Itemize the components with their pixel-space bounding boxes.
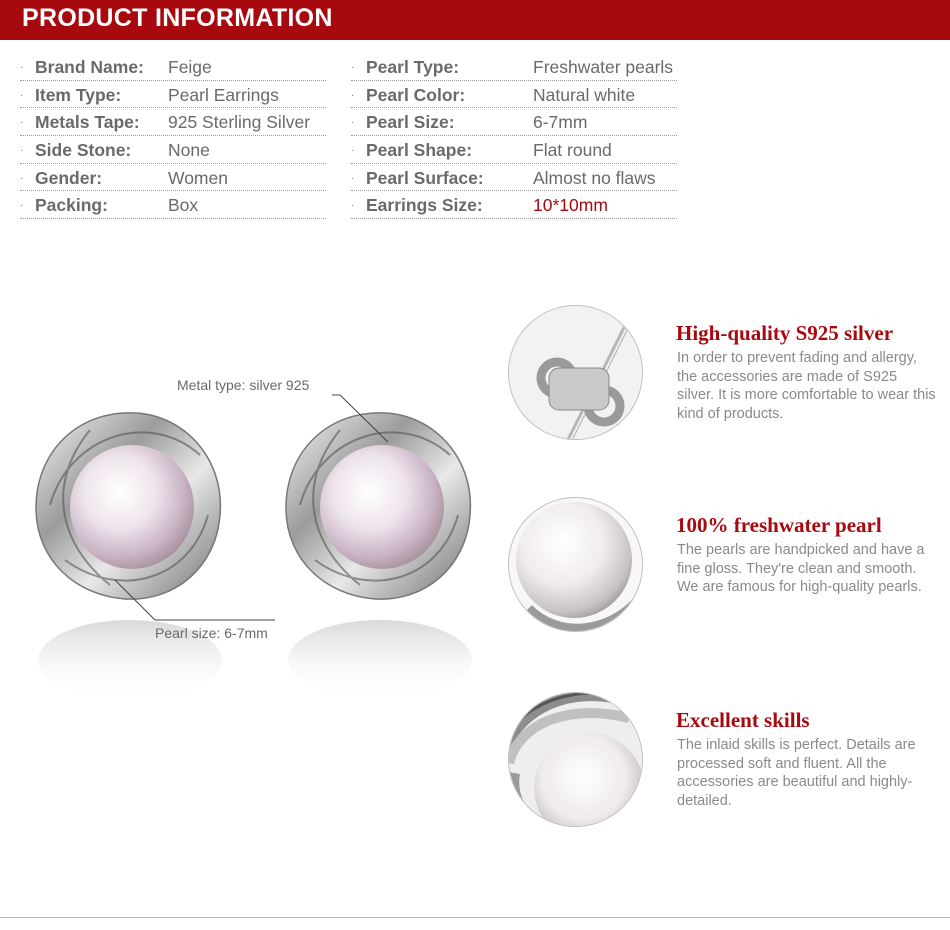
spec-label: Pearl Surface:	[366, 167, 484, 188]
feature-title: 100% freshwater pearl	[676, 513, 882, 537]
header-bar	[0, 0, 950, 40]
feature-description: The inlaid skills is perfect. Details are processed soft and fluent. All the accessories are beautiful and highly-detailed.	[677, 737, 916, 809]
spec-row	[20, 164, 326, 192]
spec-row	[351, 81, 677, 109]
spec-row	[351, 191, 677, 219]
bullet: ·	[20, 62, 24, 73]
pearl-closeup-thumbnail	[508, 497, 643, 632]
page-title: PRODUCT INFORMATION	[22, 4, 333, 32]
specs-table-left	[20, 53, 326, 219]
spec-label: Item Type:	[35, 84, 122, 105]
feature-title: High-quality S925 silver	[676, 321, 894, 345]
inlay-detail-thumbnail	[508, 692, 643, 827]
feature-skills	[508, 692, 948, 832]
spec-label: Metals Tape:	[35, 112, 140, 133]
spec-value: Natural white	[533, 84, 636, 105]
bullet: ·	[20, 117, 24, 129]
silver-clasp-thumbnail	[508, 305, 643, 440]
spec-value: Flat round	[533, 140, 612, 161]
feature-description: In order to prevent fading and allergy, the accessories are made of S925 silver. It is more comfortable to wear this kind of products.	[677, 350, 936, 422]
bullet: ·	[20, 145, 24, 157]
inlay-detail-icon	[509, 693, 643, 827]
spec-value: 925 Sterling Silver	[168, 112, 311, 133]
spec-value: Almost no flaws	[533, 167, 656, 188]
pearl-closeup-icon	[509, 498, 643, 632]
spec-row	[20, 191, 326, 219]
bullet: ·	[351, 200, 355, 212]
spec-label: Earrings Size:	[366, 195, 483, 216]
metal-type-callout: Metal type: silver 925	[177, 377, 310, 393]
spec-label: Pearl Color:	[366, 84, 466, 105]
spec-label: Pearl Shape:	[366, 140, 473, 161]
spec-label: Brand Name:	[35, 57, 144, 77]
spec-row	[351, 164, 677, 192]
earrings-product-image	[20, 380, 490, 710]
left-earring	[36, 413, 220, 599]
spec-value: 6-7mm	[533, 112, 588, 133]
spec-label: Pearl Size:	[366, 112, 455, 133]
bullet: ·	[20, 200, 24, 212]
spec-label: Pearl Type:	[366, 57, 460, 77]
spec-row	[351, 108, 677, 136]
bullet: ·	[351, 145, 355, 157]
spec-row	[351, 53, 677, 81]
spec-value: Feige	[168, 57, 212, 77]
bullet: ·	[351, 62, 355, 73]
spec-row	[20, 108, 326, 136]
spec-value: Women	[168, 167, 228, 188]
bullet: ·	[351, 172, 355, 184]
spec-value: None	[168, 140, 210, 161]
spec-value: Box	[168, 195, 199, 216]
spec-label: Gender:	[35, 167, 103, 188]
spec-value-highlight: 10*10mm	[533, 195, 608, 216]
spec-row	[20, 53, 326, 81]
feature-pearl	[508, 497, 948, 637]
spec-label: Packing:	[35, 195, 108, 216]
silver-clasp-icon	[509, 306, 643, 440]
specs-table-right	[351, 53, 677, 219]
bullet: ·	[351, 117, 355, 129]
bottom-divider	[0, 917, 950, 918]
right-reflection	[288, 620, 472, 700]
bullet: ·	[20, 172, 24, 184]
spec-label: Side Stone:	[35, 140, 132, 161]
right-earring	[286, 413, 470, 599]
pearl-size-callout: Pearl size: 6-7mm	[155, 625, 268, 641]
spec-row	[20, 81, 326, 109]
bullet: ·	[20, 89, 24, 101]
bullet: ·	[351, 89, 355, 101]
feature-title: Excellent skills	[676, 708, 810, 732]
spec-row	[20, 136, 326, 164]
feature-description: The pearls are handpicked and have a fine gloss. They're clean and smooth. We are famous for high-quality pearls.	[677, 542, 925, 596]
spec-value: Freshwater pearls	[533, 57, 674, 77]
spec-row	[351, 136, 677, 164]
feature-silver	[508, 305, 948, 445]
spec-value: Pearl Earrings	[168, 84, 279, 105]
